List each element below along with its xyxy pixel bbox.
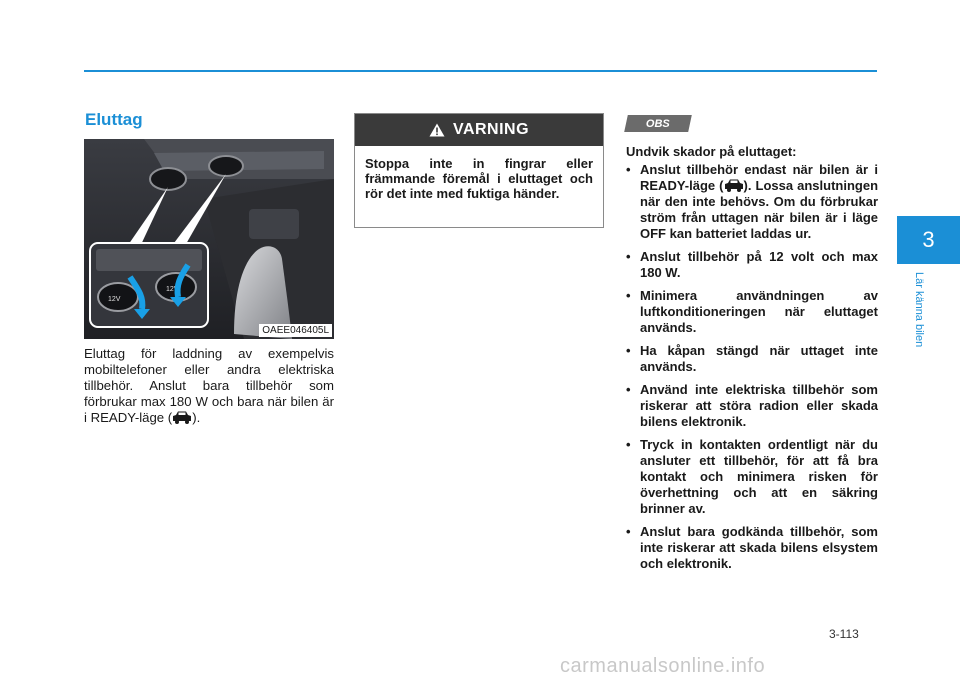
obs-item: • Anslut bara godkända tillbehör, som inte riskerar att skada bilens elsystem och elektronik. (626, 524, 878, 572)
warning-box (354, 113, 604, 228)
obs-item (626, 162, 878, 242)
figure-code: OAEE046405L (259, 324, 332, 337)
chapter-label: Lär känna bilen (913, 272, 925, 348)
section-title: Eluttag (85, 110, 143, 129)
warning-triangle-icon (429, 123, 445, 137)
inset-label-right: 12V (166, 286, 179, 293)
inset-label-left: 12V (108, 296, 121, 303)
body-text-before: Eluttag för laddning av exempelvis mobiltelefoner eller andra elektriska tillbehör. Anslut bara tillbehör som förbrukar max 180 W och bara när bilen är i READY-läge ( (84, 346, 334, 425)
page-number: 3-113 (829, 627, 859, 641)
warning-heading: VARNING (452, 121, 530, 138)
warning-header (355, 114, 603, 146)
outlet-photo (84, 139, 334, 339)
obs-tag (624, 115, 692, 132)
obs-item1-before: Anslut tillbehör endast när bilen är i READY-läge ( (640, 162, 878, 193)
chapter-tab: 3 (897, 216, 960, 264)
warning-text: Stoppa inte in fingrar eller främmande föremål i eluttaget och rör det inte med fuktiga händer. (365, 156, 593, 201)
car-ready-icon (172, 410, 192, 424)
obs-item: • Tryck in kontakten ordentligt när du ansluter ett tillbehör, för att få bra kontakt och minimera risken för överhettning och att en säkring brinner av. (626, 437, 878, 517)
obs-item: • Minimera användningen av luftkonditioneringen när eluttaget används. (626, 288, 878, 336)
obs-item1-after: ). Lossa anslutningen när den inte behövs. Om du förbrukar ström från uttagen när bilen är i läge OFF kan batteriet laddas ur. (640, 178, 879, 241)
obs-list (626, 162, 878, 579)
obs-tag-label: OBS (646, 117, 670, 130)
top-rule (84, 70, 877, 72)
car-ready-icon (724, 178, 744, 192)
obs-item: • Anslut tillbehör på 12 volt och max 180 W. (626, 249, 878, 281)
obs-item: • Ha kåpan stängd när uttaget inte används. (626, 343, 878, 375)
body-text-after: ). (192, 410, 201, 425)
watermark: carmanualsonline.info (560, 655, 766, 677)
outlet-illustration (84, 139, 334, 339)
body-paragraph (84, 346, 334, 426)
obs-item: • Använd inte elektriska tillbehör som riskerar att störa radion eller skada bilens elektronik. (626, 382, 878, 430)
obs-intro: Undvik skador på eluttaget: (626, 144, 797, 159)
